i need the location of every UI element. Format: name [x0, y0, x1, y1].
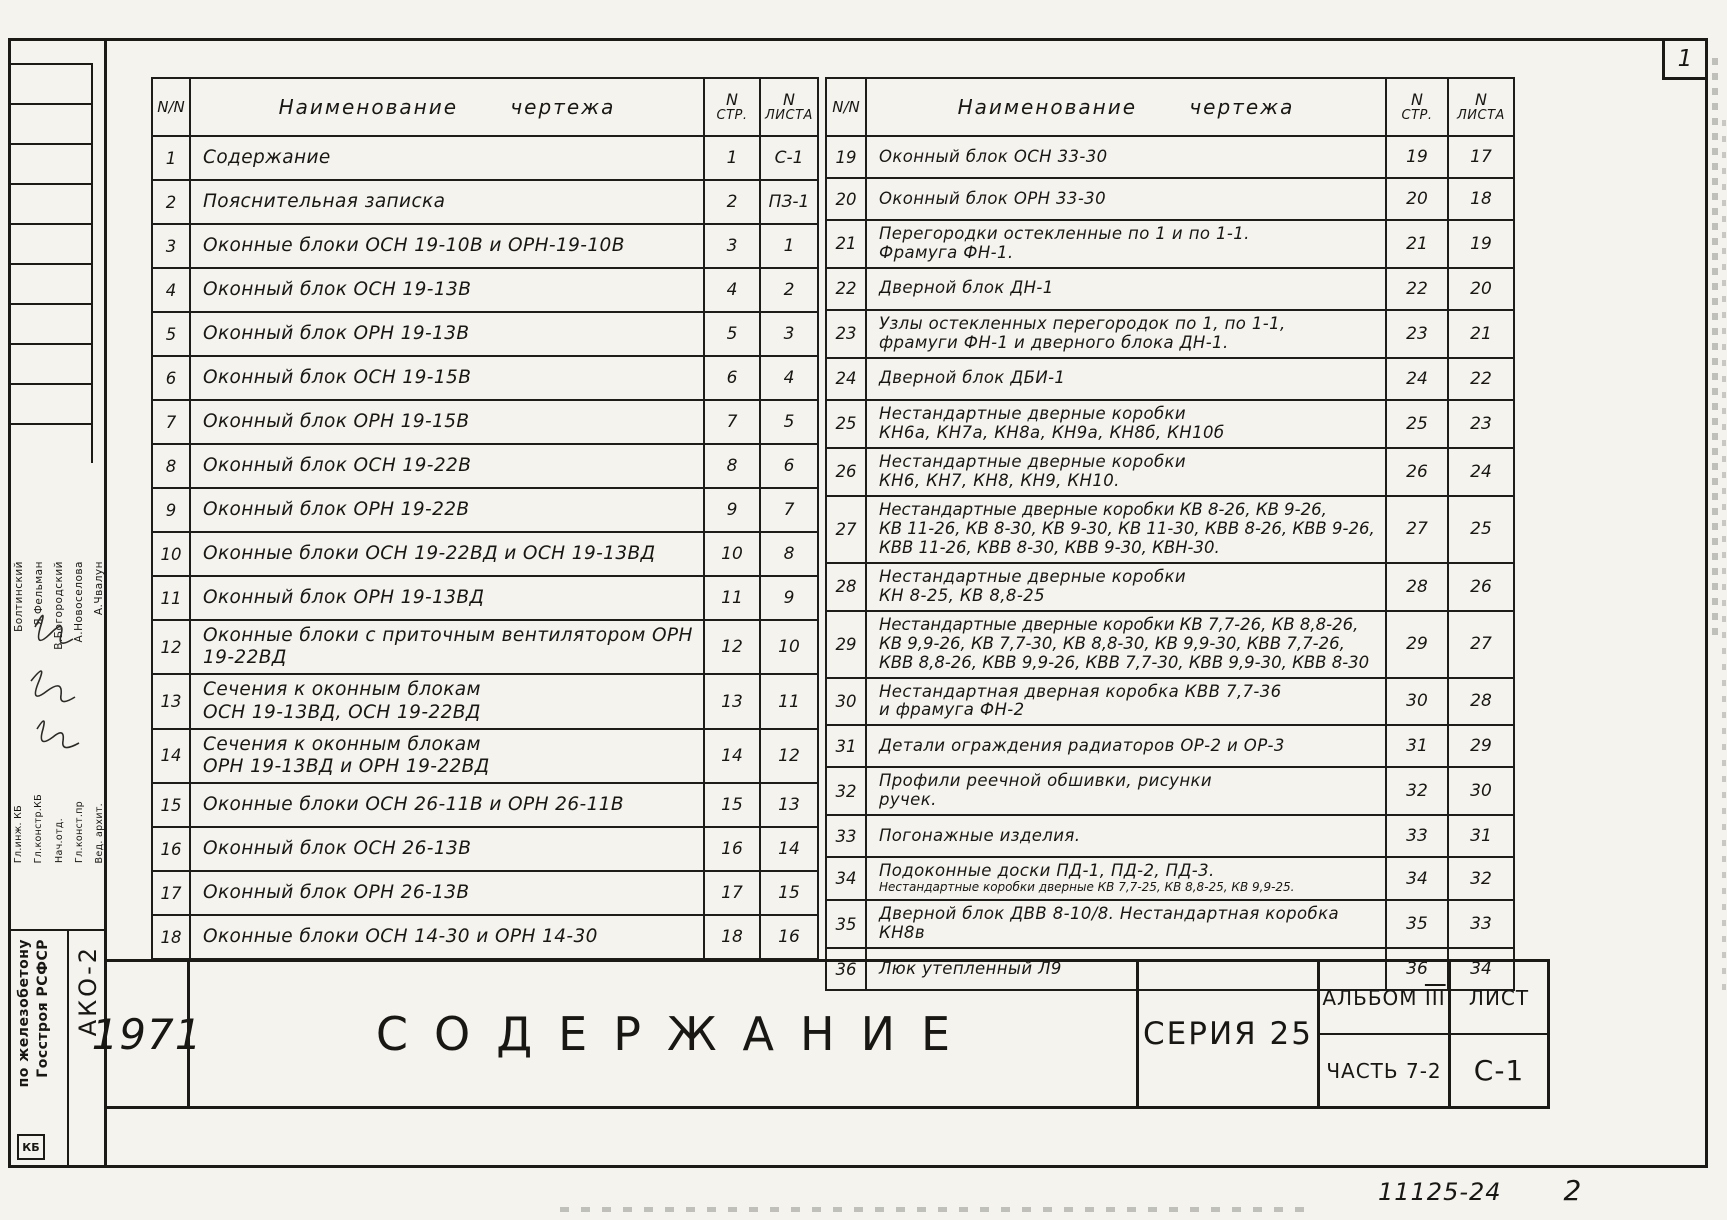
page-number-cell: 16: [704, 827, 760, 871]
row-number: 13: [152, 674, 190, 728]
drawing-name: Оконные блоки ОСН 14-30 и ОРН 14-30: [190, 915, 704, 959]
drawing-name: Оконный блок ОСН 26-13В: [190, 827, 704, 871]
table-row: [152, 400, 818, 444]
row-number: 16: [152, 827, 190, 871]
col-header-sheet-n: N: [1475, 90, 1487, 110]
page-number-cell: 15: [704, 783, 760, 827]
doc-number: 11125-24: [1378, 1178, 1502, 1206]
sheet-number-cell: 3: [760, 312, 818, 356]
org-line-2: Госстроя РСФСР: [35, 939, 51, 1078]
col-header-sheet-n: N: [783, 90, 795, 110]
sheet-number-cell: 29: [1448, 725, 1514, 767]
drawing-name: Оконные блоки ОСН 19-22ВД и ОСН 19-13ВД: [190, 532, 704, 576]
page-number-cell: 11: [704, 576, 760, 620]
corner-page-number: 1: [1662, 38, 1708, 80]
table-row: [152, 268, 818, 312]
signature-role: Нач.отд.: [53, 818, 65, 863]
drawing-name: Перегородки остекленные по 1 и по 1-1. Фрамуга ФН-1.: [866, 220, 1386, 268]
row-number: 18: [152, 915, 190, 959]
drawing-name: Сечения к оконным блокам ОСН 19-13ВД, ОСН 19-22ВД: [190, 674, 704, 728]
row-number: 11: [152, 576, 190, 620]
row-number: 17: [152, 871, 190, 915]
table-row: [826, 678, 1514, 726]
year-text: 1971: [91, 1009, 203, 1059]
organization-name: [16, 939, 51, 1129]
row-number: 32: [826, 767, 866, 815]
title-block: [91, 959, 1550, 1109]
page-number-cell: 9: [704, 488, 760, 532]
row-number: 26: [826, 448, 866, 496]
row-number: 19: [826, 136, 866, 178]
table-row: [826, 900, 1514, 948]
sheet-number-cell: 27: [1448, 611, 1514, 678]
sheet-number-cell: 11: [760, 674, 818, 728]
page-number-cell: 8: [704, 444, 760, 488]
page-number-cell: 20: [1386, 178, 1448, 220]
page-number-cell: 34: [1386, 857, 1448, 900]
row-number: 30: [826, 678, 866, 726]
sheet-number-cell: 10: [760, 620, 818, 674]
below-frame-numbers: [1378, 1174, 1581, 1207]
table-row: [152, 827, 818, 871]
page-number-cell: 30: [1386, 678, 1448, 726]
sheet-number-cell: 31: [1448, 815, 1514, 857]
drawing-name: Оконные блоки ОСН 26-11В и ОРН 26-11В: [190, 783, 704, 827]
col-header-sheet-label: ЛИСТА: [765, 107, 813, 123]
col-header-sheet: [1448, 78, 1514, 136]
drawing-name: Нестандартные дверные коробки КВ 7,7-26, КВ 8,8-26, КВ 9,9-26, КВ 7,7-30, КВ 8,8-30, КВ 9,9-30, КВВ 7,7-26, КВВ 8,8-26, КВВ 9,9-26, КВВ 7,7-30, КВВ 9,9-30, КВВ 8-30: [866, 611, 1386, 678]
page-number-cell: 35: [1386, 900, 1448, 948]
drawing-name: Сечения к оконным блокам ОРН 19-13ВД и ОРН 19-22ВД: [190, 729, 704, 783]
drawing-name: Оконный блок ОСН 19-13В: [190, 268, 704, 312]
signature-name: Я.Фельман: [33, 561, 45, 626]
table-row: [152, 729, 818, 783]
sheet-number-cell: 26: [1448, 563, 1514, 611]
drawing-name: Подоконные доски ПД-1, ПД-2, ПД-3. Нестандартные коробки дверные КВ 7,7-25, КВ 8,8-25, КВ 9,9-25.: [866, 857, 1386, 900]
table-row: [152, 915, 818, 959]
row-number: 14: [152, 729, 190, 783]
sheet-number: 2: [1563, 1174, 1582, 1207]
sheet-value-cell: С-1: [1473, 1054, 1525, 1087]
drawing-name: Оконный блок ОРН 19-15В: [190, 400, 704, 444]
row-number: 9: [152, 488, 190, 532]
signature-role: Вед. архит.: [94, 802, 105, 863]
page-number-cell: 13: [704, 674, 760, 728]
drawing-name: Нестандартная дверная коробка КВВ 7,7-36 и фрамуга ФН-2: [866, 678, 1386, 726]
drawing-name: Оконные блоки ОСН 19-10В и ОРН-19-10В: [190, 224, 704, 268]
signature-role: Гл.конст.пр: [73, 801, 85, 863]
col-header-num: N/N: [152, 78, 190, 136]
col-header-sheet: [760, 78, 818, 136]
sheet-number-cell: 9: [760, 576, 818, 620]
page-number-cell: 33: [1386, 815, 1448, 857]
signature-role: Гл.инж. КБ: [13, 804, 24, 863]
page-number-cell: 12: [704, 620, 760, 674]
table-row: [826, 268, 1514, 310]
page-number-cell: 24: [1386, 358, 1448, 400]
page-number-cell: 27: [1386, 496, 1448, 563]
sheet-number-cell: 22: [1448, 358, 1514, 400]
toc-table-right: [825, 77, 1515, 991]
col-header-name: Наименование чертежа: [866, 78, 1386, 136]
signature-role: Гл.констр.КБ: [33, 793, 45, 863]
signature-name: А.Новоселова: [73, 561, 85, 643]
col-header-name: Наименование чертежа: [190, 78, 704, 136]
sheet-number-cell: 32: [1448, 857, 1514, 900]
album-label: АЛЬБОМ: [1322, 985, 1418, 1010]
table-row: [152, 180, 818, 224]
col-header-page-label: СТР.: [1401, 107, 1433, 123]
row-number: 5: [152, 312, 190, 356]
drawing-name: Оконный блок ОРН 19-13В: [190, 312, 704, 356]
sheet-number-cell: 21: [1448, 310, 1514, 358]
scan-noise-bottom: [560, 1207, 1310, 1212]
org-line-1: по железобетону: [16, 939, 32, 1088]
year-box: [91, 959, 203, 1109]
scan-noise-right: [1712, 58, 1718, 638]
table-row: [152, 444, 818, 488]
row-number: 34: [826, 857, 866, 900]
page-number-cell: 3: [704, 224, 760, 268]
sheet-number-cell: 23: [1448, 400, 1514, 448]
drawing-name: Оконный блок ОСН 19-15В: [190, 356, 704, 400]
page-number-cell: 32: [1386, 767, 1448, 815]
page-number-cell: 14: [704, 729, 760, 783]
drawing-name: Детали ограждения радиаторов ОР-2 и ОР-3: [866, 725, 1386, 767]
sheet-number-cell: 33: [1448, 900, 1514, 948]
drawing-name: Пояснительная записка: [190, 180, 704, 224]
row-number: 21: [826, 220, 866, 268]
sheet-number-cell: 2: [760, 268, 818, 312]
row-number: 8: [152, 444, 190, 488]
page-number-cell: 2: [704, 180, 760, 224]
table-row: [826, 400, 1514, 448]
toc-table-left: [151, 77, 819, 960]
sheet-number-cell: 1: [760, 224, 818, 268]
signature-roles: [13, 743, 105, 863]
page-number-cell: 17: [704, 871, 760, 915]
drawing-name: Оконный блок ОРН 33-30: [866, 178, 1386, 220]
table-row: [152, 136, 818, 180]
table-row: [152, 674, 818, 728]
table-row: [152, 488, 818, 532]
table-row: [826, 857, 1514, 900]
drawing-name: Оконный блок ОРН 19-13ВД: [190, 576, 704, 620]
signature-names: [13, 561, 105, 733]
row-number: 29: [826, 611, 866, 678]
drawing-name: Оконный блок ОСН 33-30: [866, 136, 1386, 178]
table-row: [826, 136, 1514, 178]
drawing-name: Профили реечной обшивки, рисунки ручек.: [866, 767, 1386, 815]
table-row: [152, 871, 818, 915]
sheet-number-cell: 4: [760, 356, 818, 400]
row-number: 35: [826, 900, 866, 948]
col-header-page-n: N: [1411, 90, 1423, 110]
col-header-page: [1386, 78, 1448, 136]
col-header-num: N/N: [826, 78, 866, 136]
table-row: [152, 312, 818, 356]
sheet-number-cell: ПЗ-1: [760, 180, 818, 224]
row-number: 2: [152, 180, 190, 224]
series-text: СЕРИЯ 25: [1143, 1016, 1313, 1052]
document-title: СОДЕРЖАНИЕ: [375, 1007, 977, 1061]
drawing-name: Нестандартные дверные коробки КН6а, КН7а, КН8а, КН9а, КН8б, КН10б: [866, 400, 1386, 448]
page-number-cell: 18: [704, 915, 760, 959]
drawing-name: Узлы остекленных перегородок по 1, по 1-1, фрамуги ФН-1 и дверного блока ДН-1.: [866, 310, 1386, 358]
part-cell: ЧАСТЬ 7-2: [1326, 1058, 1442, 1083]
sheet-number-cell: 28: [1448, 678, 1514, 726]
drawing-name: Содержание: [190, 136, 704, 180]
table-row: [826, 178, 1514, 220]
page-number-cell: 28: [1386, 563, 1448, 611]
row-number: 22: [826, 268, 866, 310]
scan-noise-right: [1722, 120, 1726, 1000]
sheet-number-cell: 14: [760, 827, 818, 871]
table-row: [826, 815, 1514, 857]
kb-logo: КБ: [17, 1134, 45, 1160]
title-box: [187, 959, 1139, 1109]
drawing-name: Люк утепленный Л9: [866, 948, 1386, 990]
page-number-cell: 29: [1386, 611, 1448, 678]
table-row: [826, 496, 1514, 563]
row-number: 15: [152, 783, 190, 827]
row-number: 33: [826, 815, 866, 857]
table-row: [826, 767, 1514, 815]
row-number: 3: [152, 224, 190, 268]
row-number: 24: [826, 358, 866, 400]
drawing-name: Оконный блок ОРН 19-22В: [190, 488, 704, 532]
album-cell: [1320, 962, 1448, 1035]
drawing-name: Дверной блок ДН-1: [866, 268, 1386, 310]
page-number-cell: 1: [704, 136, 760, 180]
sheet-number-cell: 19: [1448, 220, 1514, 268]
table-row: [826, 448, 1514, 496]
signature-name: Болтинский: [13, 561, 25, 632]
sheet-number-cell: 24: [1448, 448, 1514, 496]
sheet-number-cell: 18: [1448, 178, 1514, 220]
row-number: 4: [152, 268, 190, 312]
table-row: [152, 576, 818, 620]
row-number: 12: [152, 620, 190, 674]
row-number: 20: [826, 178, 866, 220]
row-number: 7: [152, 400, 190, 444]
table-row: [152, 356, 818, 400]
album-part-box: [1317, 959, 1451, 1109]
page-number-cell: 25: [1386, 400, 1448, 448]
left-stamp-column: [11, 41, 107, 1165]
sheet-label-cell: ЛИСТ: [1451, 962, 1547, 1035]
drawing-frame: [8, 38, 1708, 1168]
sheet-number-cell: 20: [1448, 268, 1514, 310]
table-header-row: [826, 78, 1514, 136]
row-number: 36: [826, 948, 866, 990]
sheet-number-cell: 16: [760, 915, 818, 959]
table-row: [152, 532, 818, 576]
table-header-row: [152, 78, 818, 136]
row-number: 1: [152, 136, 190, 180]
col-header-page-label: СТР.: [716, 107, 748, 123]
drawing-name: Оконный блок ОРН 26-13В: [190, 871, 704, 915]
col-header-sheet-label: ЛИСТА: [1457, 107, 1505, 123]
page-number-cell: 26: [1386, 448, 1448, 496]
row-number: 10: [152, 532, 190, 576]
drawing-name: Оконный блок ОСН 19-22В: [190, 444, 704, 488]
sheet-number-cell: 6: [760, 444, 818, 488]
series-code: АКО-2: [74, 945, 102, 1037]
table-row: [826, 220, 1514, 268]
page-number-cell: 21: [1386, 220, 1448, 268]
sheet-number-cell: 15: [760, 871, 818, 915]
drawing-name: Оконные блоки с приточным вентилятором ОРН 19-22ВД: [190, 620, 704, 674]
row-number: 28: [826, 563, 866, 611]
table-row: [152, 620, 818, 674]
col-header-page-n: N: [726, 90, 738, 110]
page-number-cell: 31: [1386, 725, 1448, 767]
page-number-cell: 7: [704, 400, 760, 444]
sheet-number-cell: 5: [760, 400, 818, 444]
drawing-name: Нестандартные дверные коробки КН 8-25, КВ 8,8-25: [866, 563, 1386, 611]
drawing-name-sub: Нестандартные коробки дверные КВ 7,7-25, КВ 8,8-25, КВ 9,9-25.: [879, 880, 1295, 895]
table-row: [826, 310, 1514, 358]
sheet-number-cell: 13: [760, 783, 818, 827]
drawing-name: Нестандартные дверные коробки КН6, КН7, КН8, КН9, КН10.: [866, 448, 1386, 496]
sheet-number-cell: 30: [1448, 767, 1514, 815]
signature-name: А.Чвалун: [93, 561, 105, 616]
row-number: 27: [826, 496, 866, 563]
row-number: 23: [826, 310, 866, 358]
page-number-cell: 6: [704, 356, 760, 400]
sheet-number-cell: 8: [760, 532, 818, 576]
series-box: [1136, 959, 1320, 1109]
sheet-number-cell: 17: [1448, 136, 1514, 178]
page-number-cell: 10: [704, 532, 760, 576]
page-number-cell: 5: [704, 312, 760, 356]
page-number-cell: 23: [1386, 310, 1448, 358]
drawing-name: Дверной блок ДБИ-1: [866, 358, 1386, 400]
col-header-page: [704, 78, 760, 136]
table-row: [826, 358, 1514, 400]
drawing-name: Погонажные изделия.: [866, 815, 1386, 857]
drawing-name: Нестандартные дверные коробки КВ 8-26, КВ 9-26, КВ 11-26, КВ 8-30, КВ 9-30, КВ 11-30, КВВ 8-26, КВВ 9-26, КВВ 11-26, КВВ 8-30, КВВ 9-30, КВН-30.: [866, 496, 1386, 563]
sheet-number-cell: 12: [760, 729, 818, 783]
sheet-number-cell: 7: [760, 488, 818, 532]
signature-name: В.Богородский: [53, 561, 65, 650]
page-number-cell: 19: [1386, 136, 1448, 178]
table-row: [826, 563, 1514, 611]
album-value: $\overline{III}$: [1424, 985, 1446, 1010]
page-number-cell: 4: [704, 268, 760, 312]
table-row: [152, 224, 818, 268]
blank-revision-rows: [11, 63, 93, 463]
row-number: 6: [152, 356, 190, 400]
page-number-cell: 36: [1386, 948, 1448, 990]
page-number-cell: 22: [1386, 268, 1448, 310]
table-row: [826, 611, 1514, 678]
row-number: 31: [826, 725, 866, 767]
sheet-number-cell: 25: [1448, 496, 1514, 563]
table-row: [826, 725, 1514, 767]
drawing-name: Дверной блок ДВВ 8-10/8. Нестандартная коробка КН8в: [866, 900, 1386, 948]
sheet-box: [1448, 959, 1550, 1109]
table-row: [152, 783, 818, 827]
row-number: 25: [826, 400, 866, 448]
sheet-number-cell: С-1: [760, 136, 818, 180]
sheet-number-cell: 34: [1448, 948, 1514, 990]
